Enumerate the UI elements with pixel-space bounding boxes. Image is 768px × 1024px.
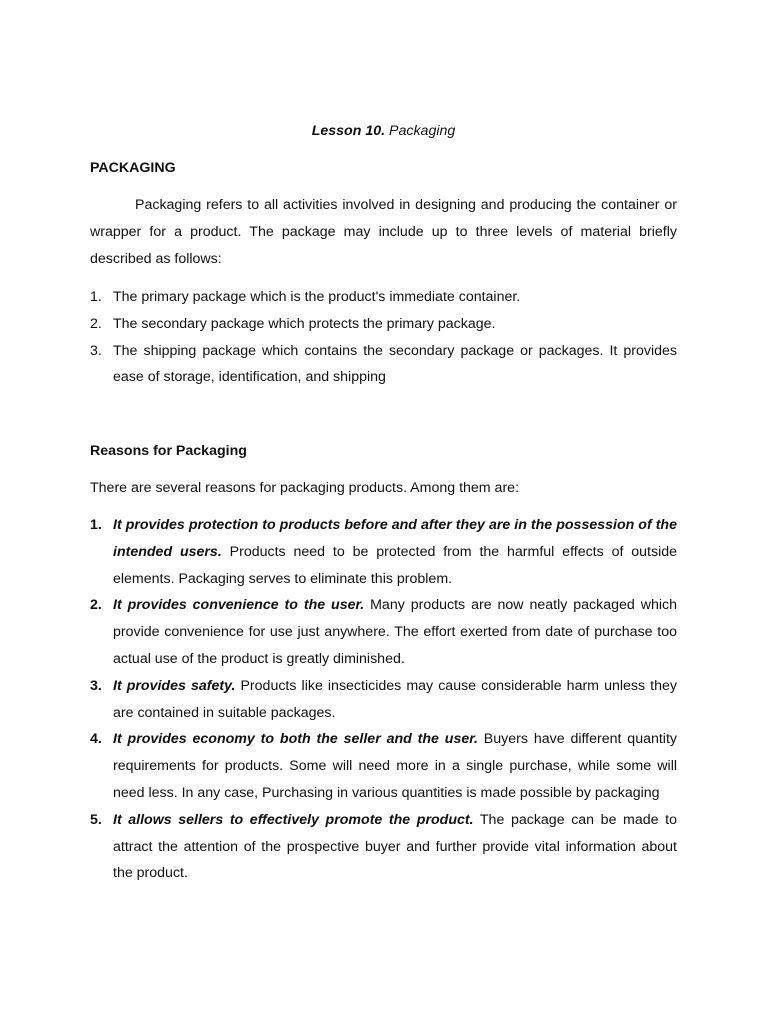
section-heading-reasons: Reasons for Packaging [90,443,247,459]
reasons-list [90,512,677,887]
list-item [90,673,677,727]
list-item-number: 5. [90,811,102,828]
list-item-number: 4. [90,731,102,748]
list-item-number: 3. [90,342,102,359]
list-item [90,807,677,887]
list-item-text: The secondary package which protects the primary package. [113,315,496,332]
list-item-number: 1. [90,517,102,533]
list-item [90,592,677,672]
list-item-number: 3. [90,677,102,694]
reason-text: The package can be made to attract the attention of the prospective buyer and further provide vital information about the product. [113,811,677,882]
list-item-number: 2. [90,597,102,614]
list-item-text: The primary package which is the product's immediate container. [113,289,521,305]
packaging-intro-paragraph: Packaging refers to all activities involved in designing and producing the container or wrapper for a product. The package may include up to three levels of material briefly described as follows: [90,197,677,267]
list-item-number: 2. [90,315,102,332]
reason-lead: It allows sellers to effectively promote the product. [113,811,474,828]
packaging-levels-list [90,284,677,391]
list-item-number: 1. [90,289,102,305]
lesson-name: Packaging [389,123,456,139]
list-item [90,726,677,806]
page-title [90,122,677,140]
list-item [90,338,677,392]
reasons-intro-paragraph: There are several reasons for packaging products. Among them are: [90,480,520,496]
list-item [90,311,677,338]
list-item-text: The shipping package which contains the secondary package or packages. It provides ease of storage, identification, and shipping [113,342,677,386]
reason-text: Products need to be protected from the harmful effects of outside elements. Packaging serves to eliminate this problem. [113,543,678,587]
reason-lead: It provides protection to products before and after they are in the possession of the intended users. [113,517,677,560]
section-heading-packaging: PACKAGING [90,160,176,176]
reason-text: Products like insecticides may cause considerable harm unless they are contained in suitable packages. [113,677,677,721]
reason-lead: It provides safety. [113,677,236,694]
lesson-number: Lesson 10. [311,123,386,139]
reason-text: Many products are now neatly packaged which provide convenience for use just anywhere. The effort exerted from date of purchase too actual use of the product is greatly diminished. [113,597,677,667]
reason-text: Buyers have different quantity requirements for products. Some will need more in a single purchase, while some will need less. In any case, Purchasing in various quantities is made possible by packaging [113,731,677,801]
list-item [90,512,677,592]
reason-lead: It provides convenience to the user. [113,597,365,614]
list-item [90,284,677,311]
reason-lead: It provides economy to both the seller and the user. [113,731,478,748]
